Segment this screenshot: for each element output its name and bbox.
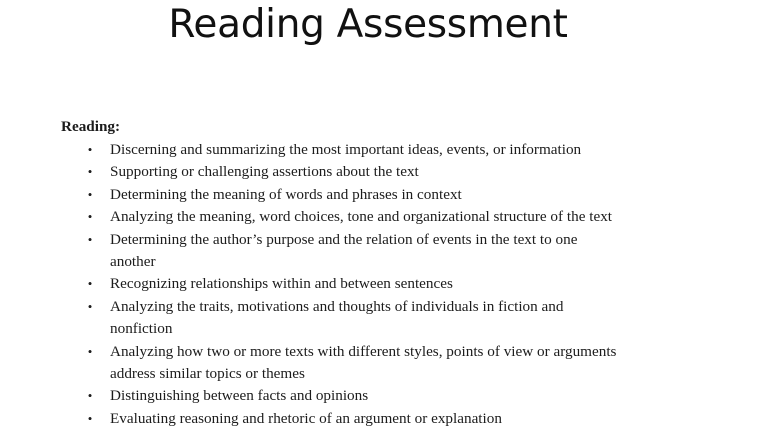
list-item	[61, 296, 731, 341]
bullet-icon: •	[87, 298, 93, 314]
list-item-text: Analyzing the meaning, word choices, tone and organizational structure of the text	[110, 208, 613, 226]
list-item-text: Discerning and summarizing the most important ideas, events, or information	[110, 141, 582, 158]
bullet-icon: •	[87, 209, 93, 225]
bullet-icon: •	[87, 186, 93, 202]
bullet-icon: •	[87, 410, 93, 426]
list-item	[61, 273, 731, 295]
list-item	[61, 206, 731, 228]
bullet-icon: •	[87, 276, 93, 292]
list-item	[61, 184, 731, 206]
list-item	[61, 408, 731, 430]
list-item-text: Supporting or challenging assertions about the text	[110, 163, 419, 181]
bullet-icon: •	[87, 388, 93, 404]
list-item-text: Analyzing the traits, motivations and thoughts of individuals in fiction and nonfiction	[110, 297, 564, 338]
list-item	[61, 161, 731, 183]
list-item-text: Evaluating reasoning and rhetoric of an argument or explanation	[110, 409, 502, 427]
list-item-text: Analyzing how two or more texts with different styles, points of view or arguments address similar topics or themes	[110, 342, 617, 383]
section-heading: Reading:	[61, 118, 121, 135]
bullet-icon: •	[87, 142, 93, 157]
bullet-icon: •	[87, 231, 93, 247]
list-item	[61, 229, 731, 274]
list-item	[61, 341, 731, 386]
list-item-text: Distinguishing between facts and opinions	[110, 387, 369, 405]
list-item-text: Determining the meaning of words and phrases in context	[110, 185, 462, 203]
slide-title: Reading Assessment	[168, 2, 568, 47]
list-item-text: Recognizing relationships within and between sentences	[110, 275, 453, 293]
reading-section	[61, 117, 731, 430]
bullet-icon: •	[87, 343, 93, 359]
list-item	[61, 385, 731, 407]
list-item-text: Determining the author’s purpose and the relation of events in the text to one another	[110, 230, 578, 271]
bullet-icon: •	[87, 164, 93, 180]
list-item	[61, 139, 731, 161]
skill-list	[61, 139, 731, 430]
